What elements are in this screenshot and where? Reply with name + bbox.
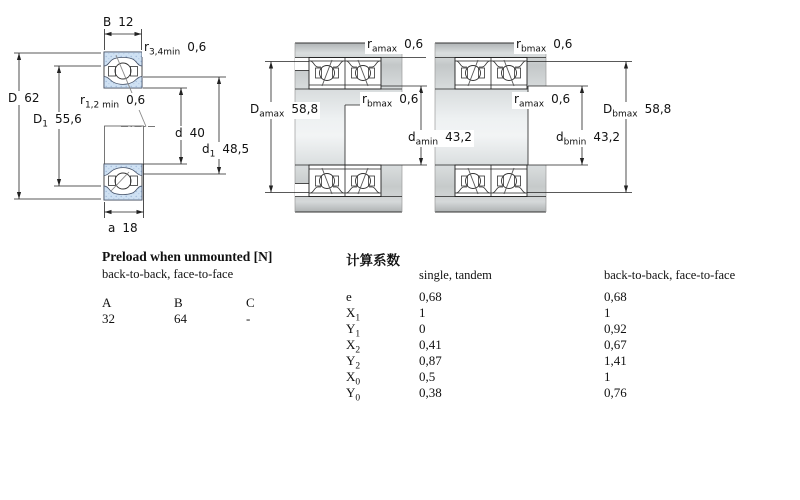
- factor-value: 0,68: [419, 289, 442, 304]
- dim-label-d: d 40: [175, 126, 205, 140]
- factor-value: 0,76: [604, 385, 627, 400]
- factor-label-y2: $Y_2$: [346, 353, 361, 372]
- dim-label-B: B 12: [103, 15, 134, 29]
- factor-label-y1: $Y_1$: [346, 321, 361, 340]
- factor-value: 1: [604, 369, 611, 384]
- factors-col1-header: single, tandem: [419, 268, 492, 282]
- factor-value: 0,68: [604, 289, 627, 304]
- preload-col-b: B: [174, 295, 183, 310]
- factor-value: 0,67: [604, 337, 627, 352]
- factor-value: 1: [419, 305, 426, 320]
- dim-label-Damax: $D_{amax}$ 58,8: [250, 102, 319, 120]
- paired-arrangement-drawing-b: [435, 43, 632, 212]
- factor-value: 0,5: [419, 369, 436, 384]
- dim-label-D: D 62: [8, 91, 40, 105]
- factor-value: 0: [419, 321, 426, 336]
- factor-value: 0,92: [604, 321, 627, 336]
- preload-col-a: A: [102, 295, 112, 310]
- preload-value-c: -: [246, 311, 251, 326]
- factor-value: 1: [604, 305, 611, 320]
- dim-label-ramax-top: $r_{amax}$ 0,6: [367, 37, 424, 55]
- preload-subtitle: back-to-back, face-to-face: [102, 267, 234, 281]
- preload-value-b: 64: [174, 311, 187, 326]
- dim-label-D1: $D_1$ 55,6: [33, 112, 82, 130]
- factor-value: 0,87: [419, 353, 442, 368]
- dim-label-rbmax-top: $r_{bmax}$ 0,6: [516, 37, 573, 55]
- factor-label-x1: $X_1$: [346, 305, 361, 324]
- factor-value: 0,38: [419, 385, 442, 400]
- dim-label-damin: $d_{amin}$ 43,2: [408, 130, 472, 148]
- paired-arrangement-drawing-a: [265, 43, 427, 212]
- preload-title: Preload when unmounted [N]: [102, 249, 273, 264]
- factor-value: 1,41: [604, 353, 627, 368]
- dim-label-d1: $d_1$ 48,5: [202, 142, 250, 160]
- dim-label-ramax-mid: $r_{amax}$ 0,6: [514, 92, 571, 110]
- factors-col2-header: back-to-back, face-to-face: [604, 268, 736, 282]
- dim-label-rbmax-mid: $r_{bmax}$ 0,6: [362, 92, 419, 110]
- preload-value-a: 32: [102, 311, 115, 326]
- dim-label-a: a 18: [108, 221, 138, 235]
- factor-label-x2: $X_2$: [346, 337, 361, 356]
- dim-label-Dbmax: $D_{bmax}$ 58,8: [603, 102, 672, 120]
- factor-value: 0,41: [419, 337, 442, 352]
- dim-label-r34: $r_{3,4min}$ 0,6: [144, 40, 207, 58]
- factor-label-e: e: [346, 289, 352, 304]
- preload-col-c: C: [246, 295, 255, 310]
- factor-label-x0: $X_0$: [346, 369, 361, 388]
- dim-label-r12: $r_{1,2 min}$ 0,6: [80, 93, 146, 111]
- dim-label-dbmin: $d_{bmin}$ 43,2: [556, 130, 621, 148]
- factors-title: 计算系数: [346, 253, 400, 268]
- factor-label-y0: $Y_0$: [346, 385, 361, 404]
